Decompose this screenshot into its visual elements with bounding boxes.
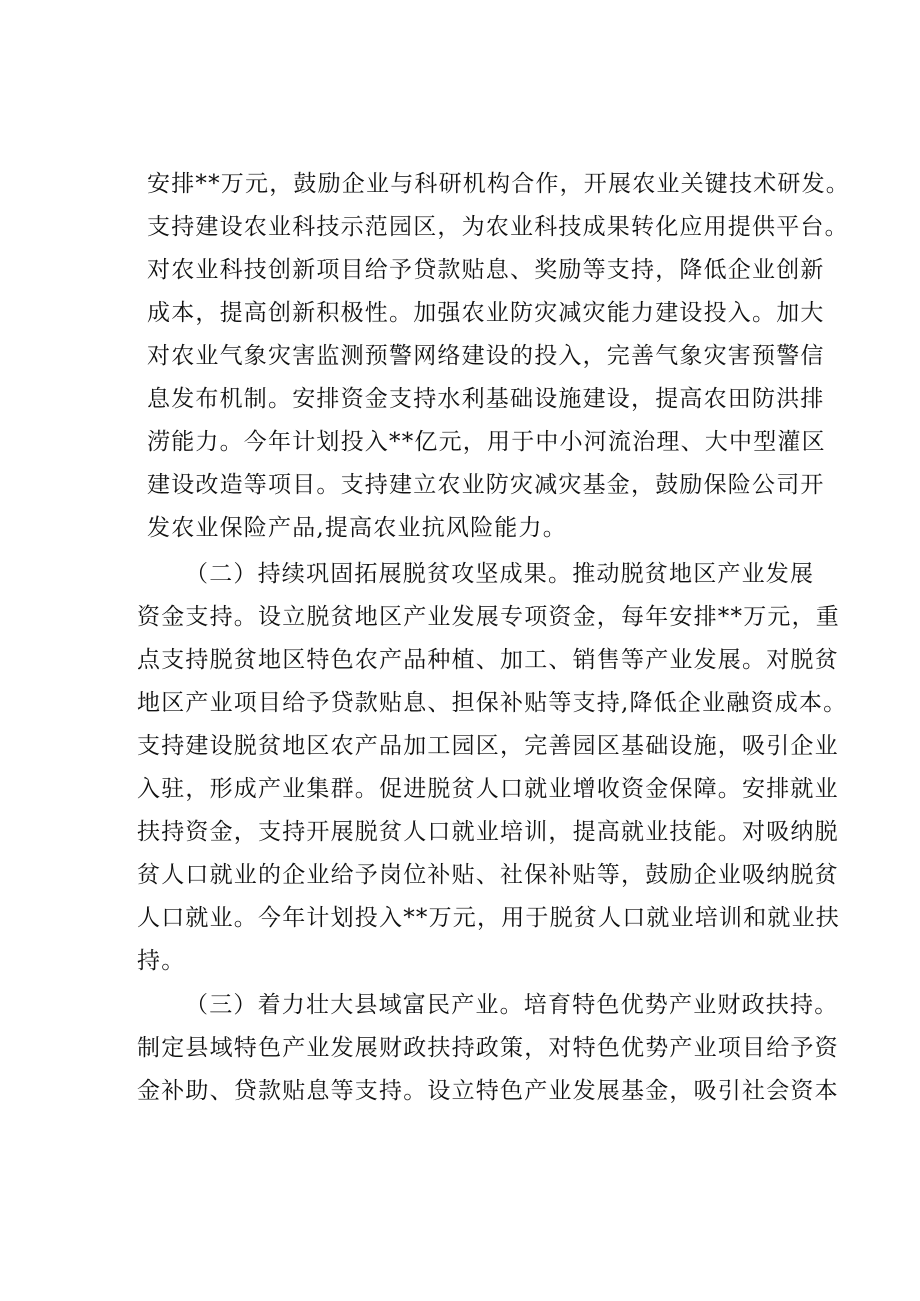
text-line: 支持建设脱贫地区农产品加工园区，完善园区基础设施，吸引企业 (137, 733, 839, 759)
text-line: 地区产业项目给予贷款贴息、担保补贴等支持,降低企业融资成本。 (137, 690, 848, 716)
text-line: 发农业保险产品,提高农业抗风险能力。 (147, 515, 567, 541)
text-line: 入驻，形成产业集群。促进脱贫人口就业增收资金保障。安排就业 (137, 776, 839, 802)
text-line: 持。 (137, 948, 186, 974)
text-line: （三）着力壮大县域富民产业。培育特色优势产业财政扶持。 (185, 992, 839, 1018)
text-line: 人口就业。今年计划投入**万元，用于脱贫人口就业培训和就业扶 (137, 905, 840, 931)
text-line: 资金支持。设立脱贫地区产业发展专项资金，每年安排**万元，重 (137, 604, 840, 630)
text-line: 成本，提高创新积极性。加强农业防灾减灾能力建设投入。加大 (147, 300, 825, 326)
text-line: 贫人口就业的企业给予岗位补贴、社保补贴等，鼓励企业吸纳脱贫 (137, 862, 839, 888)
text-line: 支持建设农业科技示范园区，为农业科技成果转化应用提供平台。 (147, 214, 849, 240)
text-line: 建设改造等项目。支持建立农业防灾减灾基金，鼓励保险公司开 (147, 472, 825, 498)
text-line: 点支持脱贫地区特色农产品种植、加工、销售等产业发展。对脱贫 (137, 647, 839, 673)
text-line: 息发布机制。安排资金支持水利基础设施建设，提高农田防洪排 (147, 386, 825, 412)
text-line: 对农业气象灾害监测预警网络建设的投入，完善气象灾害预警信 (147, 343, 825, 369)
text-line: 扶持资金，支持开展脱贫人口就业培训，提高就业技能。对吸纳脱 (137, 819, 839, 845)
text-line: 金补助、贷款贴息等支持。设立特色产业发展基金，吸引社会资本 (137, 1078, 839, 1104)
text-line: 对农业科技创新项目给予贷款贴息、奖励等支持，降低企业创新 (147, 257, 825, 283)
text-line: 制定县域特色产业发展财政扶持政策，对特色优势产业项目给予资 (137, 1035, 839, 1061)
text-line: 涝能力。今年计划投入**亿元，用于中小河流治理、大中型灌区 (147, 429, 826, 455)
text-line: 安排**万元，鼓励企业与科研机构合作，开展农业关键技术研发。 (147, 171, 850, 197)
text-line: （二）持续巩固拓展脱贫攻坚成果。推动脱贫地区产业发展 (185, 561, 815, 587)
